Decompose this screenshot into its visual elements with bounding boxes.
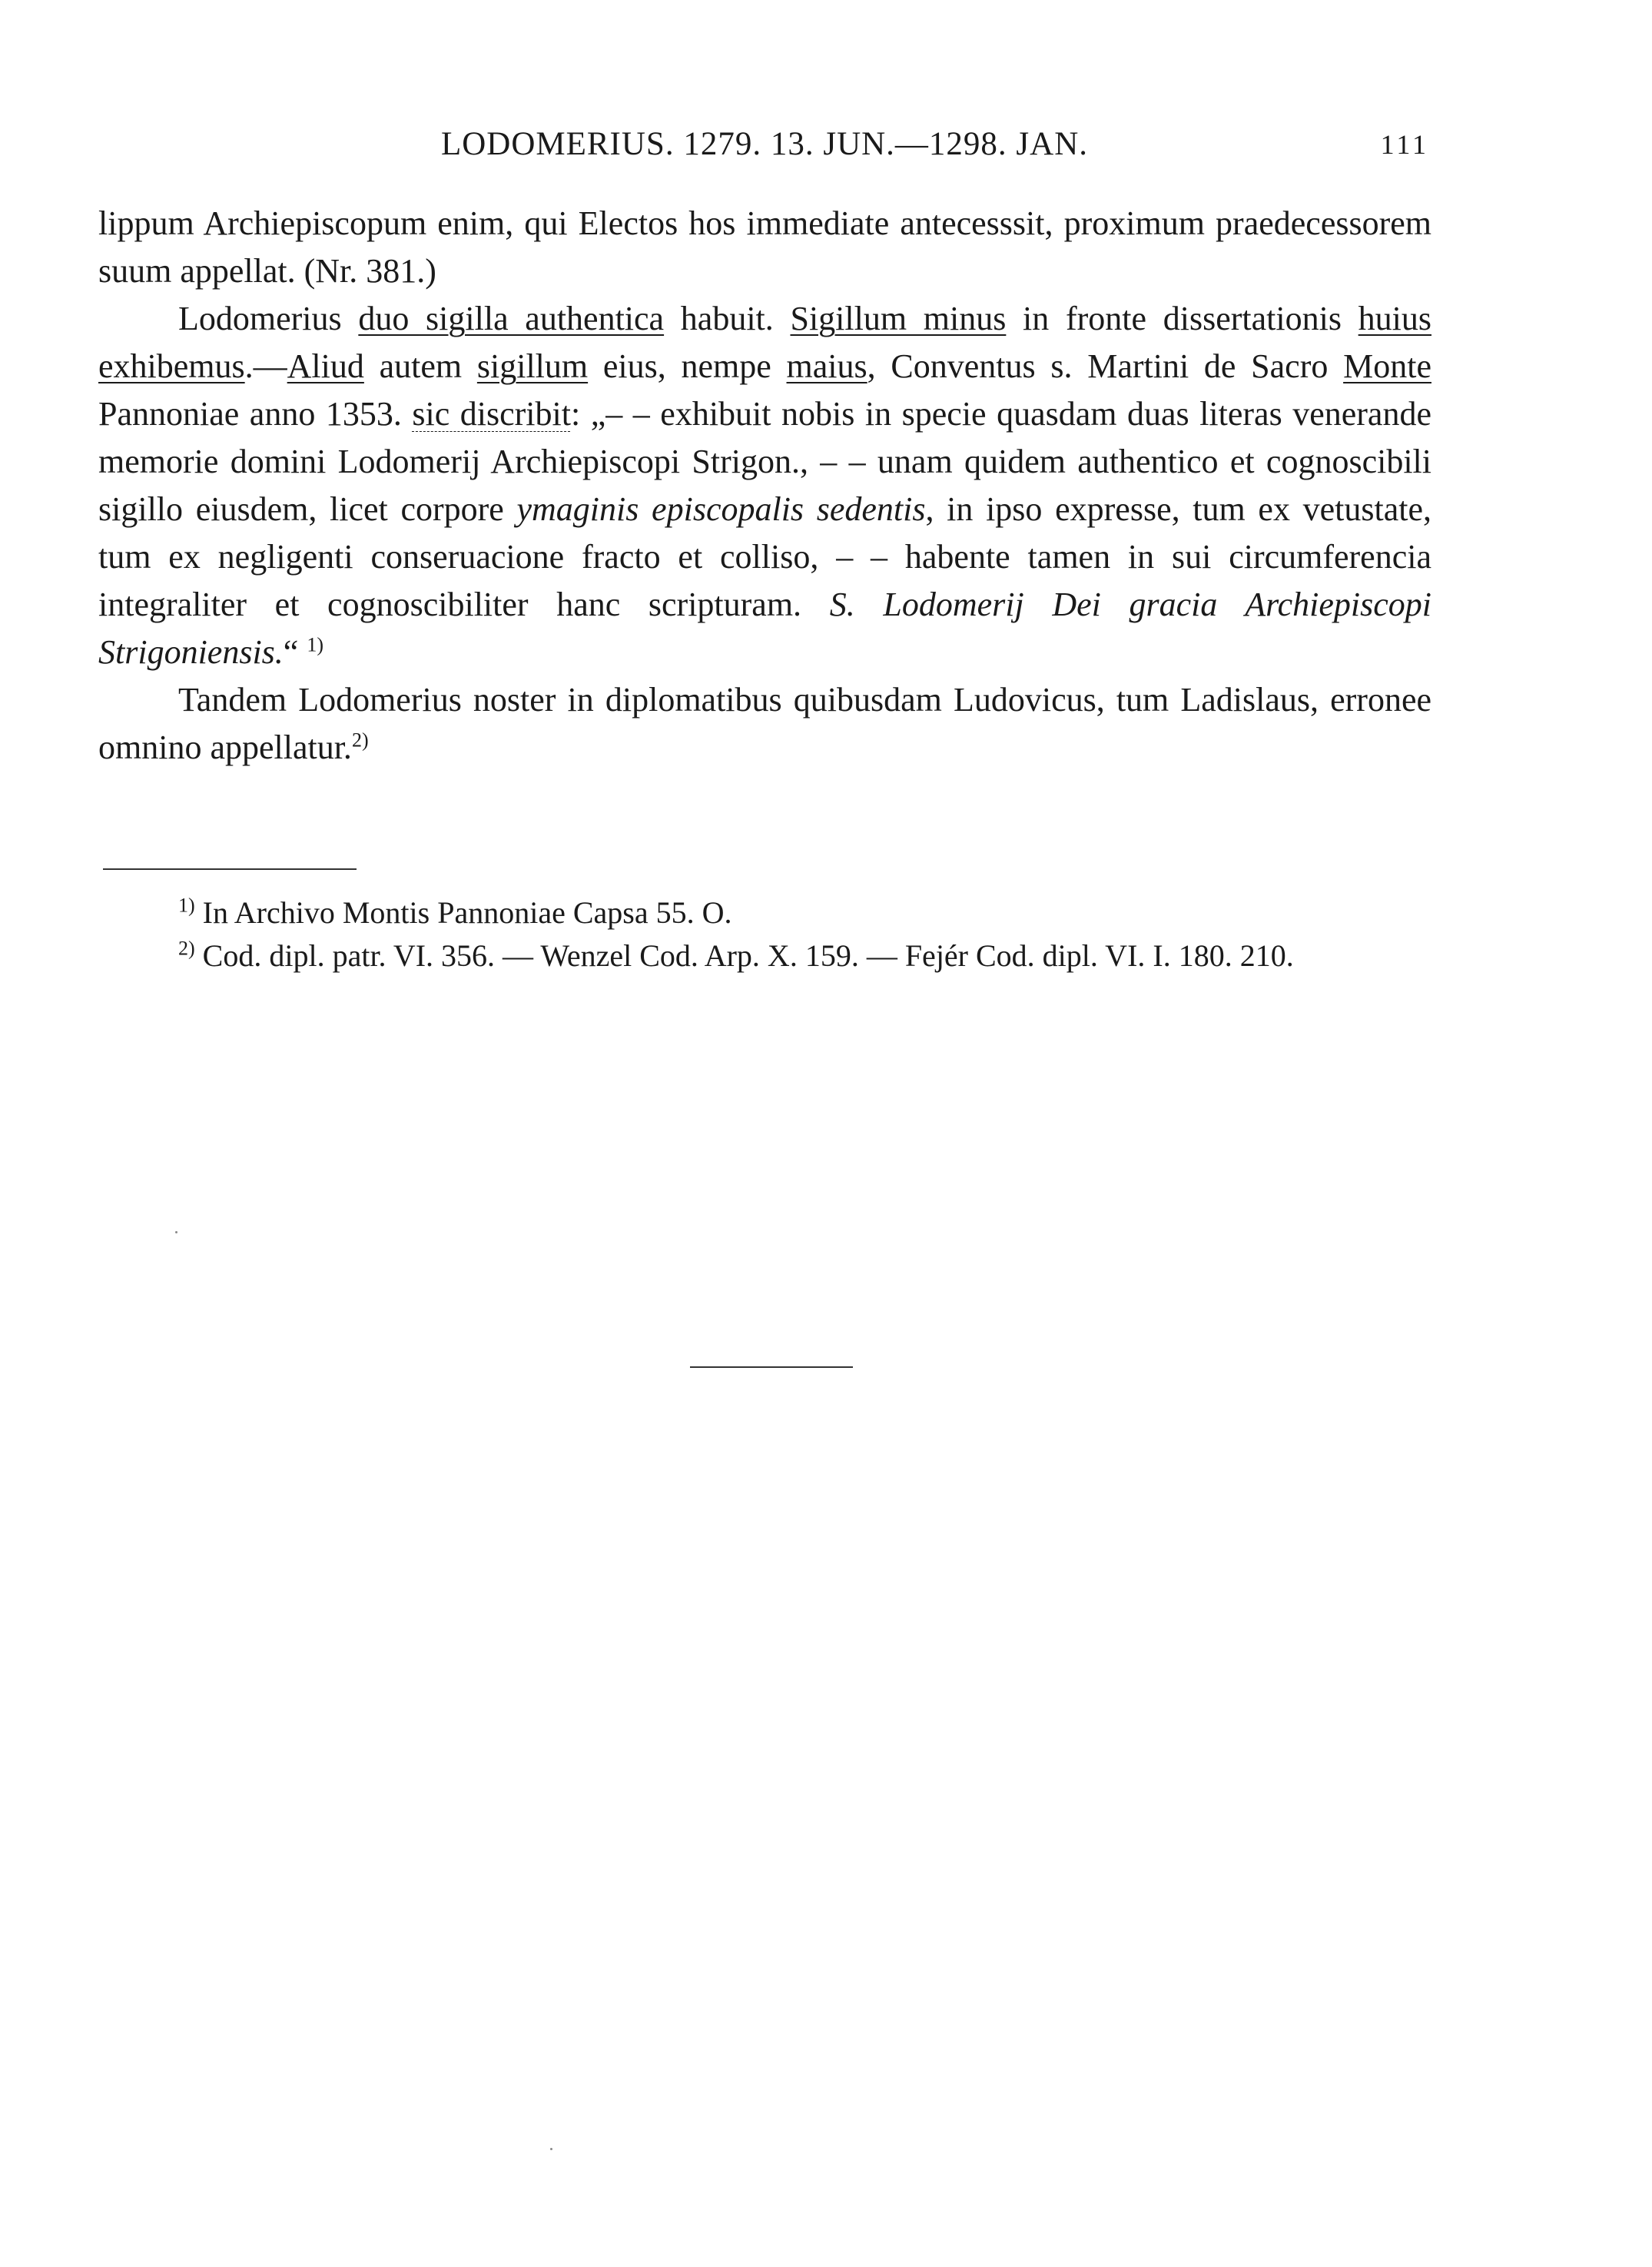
- paper-speck: [175, 1231, 177, 1233]
- running-title: LODOMERIUS. 1279. 13. JUN.—1298. JAN.: [440, 126, 1089, 162]
- underlined-phrase: Monte: [1343, 347, 1431, 385]
- footnotes: [98, 891, 1431, 977]
- underlined-phrase: maius: [786, 347, 867, 385]
- text-run: eius, nempe: [588, 347, 787, 385]
- italic-inscription: S. Lodomerij Dei gracia Archiepiscopi Strigoniensis.: [98, 586, 1431, 671]
- text-run: , Conventus s. Martini de Sacro: [867, 347, 1344, 385]
- underlined-phrase: Aliud: [287, 347, 364, 385]
- footnote-separator: [103, 868, 357, 870]
- paper-speck: [550, 2148, 552, 2150]
- text-run: “: [283, 633, 307, 671]
- footnote-ref-1[interactable]: 1): [307, 633, 323, 656]
- underlined-phrase: sic discribit: [412, 395, 571, 433]
- text-run: habuit.: [664, 300, 791, 337]
- footnote-text: In Archivo Montis Pannoniae Capsa 55. O.: [194, 895, 732, 930]
- end-rule: [690, 1366, 853, 1368]
- text-run: Pannoniae anno 1353.: [98, 395, 413, 433]
- underlined-phrase: duo sigilla authentica: [358, 300, 665, 337]
- footnote-mark-1: 1): [178, 894, 195, 917]
- footnote-1: [98, 891, 1431, 934]
- footnote-text: Cod. dipl. patr. VI. 356. — Wenzel Cod. Arp. X. 159. — Fejér Cod. dipl. VI. I. 180. 210.: [194, 938, 1294, 973]
- running-head: [100, 121, 1429, 168]
- paragraph-1: lippum Archiepiscopum enim, qui Electos hos immediate antecesssit, proximum praedecessorem suum appellat. (Nr. 381.): [98, 204, 1431, 290]
- underlined-phrase: huius: [1358, 300, 1432, 337]
- page-number: 111: [1380, 129, 1429, 160]
- text-run: Tandem Lodomerius noster in diplomatibus quibusdam Ludovicus, tum Ladislaus, erronee omnino appellatur.: [98, 681, 1431, 766]
- underlined-phrase: Sigillum minus: [790, 300, 1007, 337]
- underlined-phrase: sigillum: [476, 347, 589, 385]
- text-run: : „– – exhibuit nobis in specie quasdam duas literas venerande memorie domini Lodomerij Archiepiscopi Strigon., – – unam quidem authentico et cognoscibili sigillo eiusdem, licet corpore: [98, 395, 1431, 528]
- text-run: .—: [244, 347, 287, 385]
- underlined-phrase: exhibemus: [98, 347, 245, 385]
- text-run: autem: [363, 347, 477, 385]
- paragraph-3: [98, 676, 1431, 772]
- footnote-2: [98, 934, 1431, 977]
- main-text: [98, 200, 1431, 772]
- paragraph-2: [98, 295, 1431, 676]
- footnote-ref-2[interactable]: 2): [351, 729, 369, 752]
- text-run: in fronte dissertationis: [1006, 300, 1358, 337]
- italic-phrase: ymaginis episcopalis sedentis: [516, 490, 926, 528]
- text-run: Lodomerius: [178, 300, 359, 337]
- text-run: , in ipso expresse, tum ex vetustate, tum ex negligenti conseruacione fracto et colliso, – – habente tamen in sui circumferencia integraliter et cognoscibiliter hanc scripturam.: [98, 490, 1432, 623]
- footnote-mark-2: 2): [178, 937, 195, 960]
